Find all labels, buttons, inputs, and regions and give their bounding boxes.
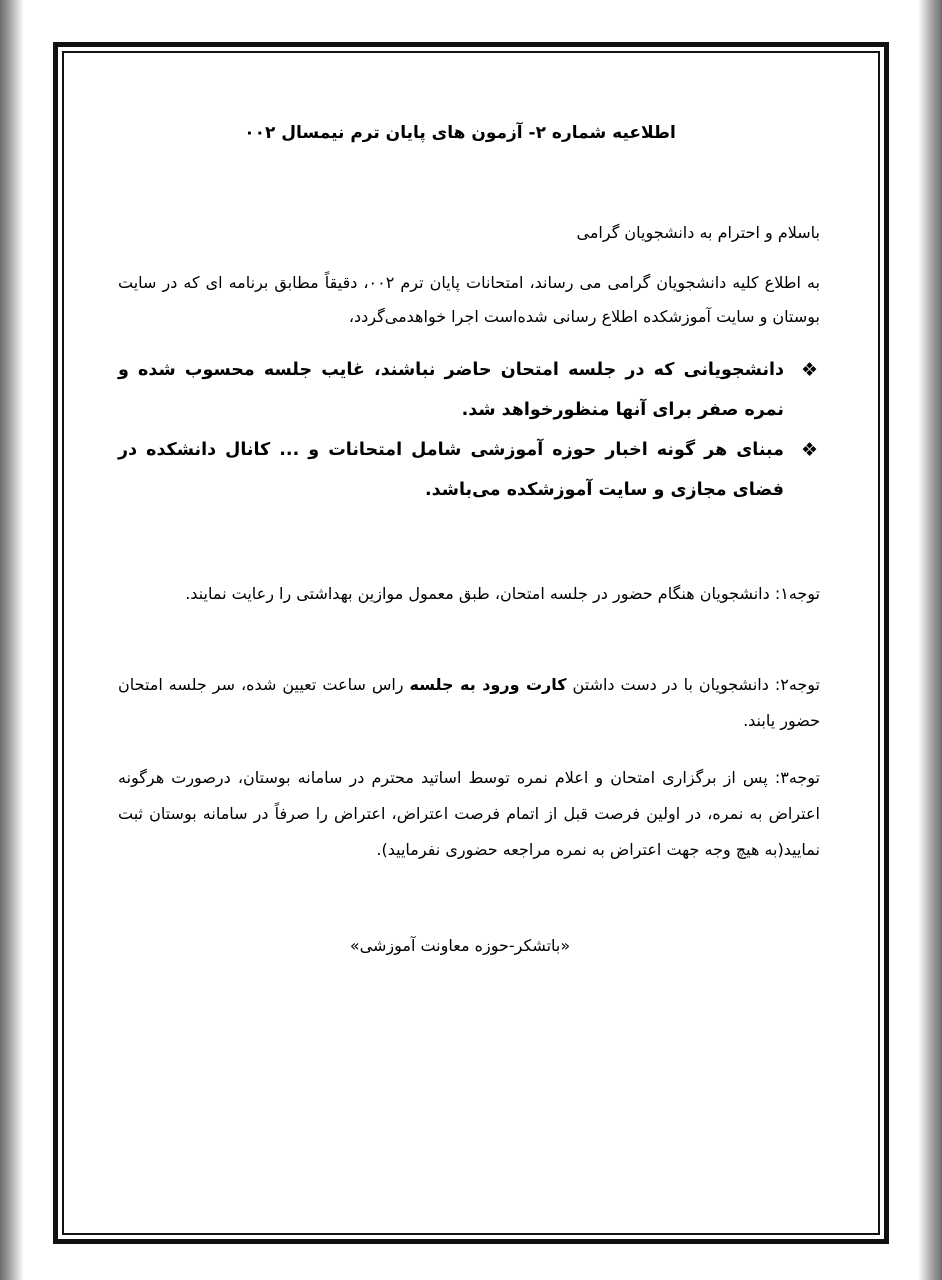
bullet-text: مبنای هر گونه اخبار حوزه آموزشی شامل امتحانات و ... کانال دانشکده در فضای مجازی و سایت آموزشکده می‌باشد. [118, 440, 784, 500]
list-item [118, 350, 820, 430]
note-1: توجه۱: دانشجویان هنگام حضور در جلسه امتحان، طبق معمول موازین بهداشتی را رعایت نمایند. [185, 584, 820, 603]
greeting-line: باسلام و احترام به دانشجویان گرامی [576, 223, 820, 242]
bullet-text: دانشجویانی که در جلسه امتحان حاضر نباشند، غایب جلسه محسوب شده و نمره صفر برای آنها منظورخواهد شد. [118, 360, 784, 420]
signature-footer: «باتشکر-حوزه معاونت آموزشی» [349, 936, 571, 955]
note-2 [118, 667, 820, 739]
diamond-bullet-icon: ❖ [800, 439, 818, 461]
announcement-document [100, 0, 820, 1280]
list-item [118, 430, 820, 510]
announcement-title: اطلاعیه شماره ۲- آزمون های پایان ترم نیمسال ۰۰۲ [244, 123, 676, 143]
page-edge-shadow-right [918, 0, 942, 1280]
intro-paragraph: به اطلاع کلیه دانشجویان گرامی می رساند، امتحانات پایان ترم ۰۰۲، دقیقاً مطابق برنامه ای که در سایت بوستان و سایت آموزشکده اطلاع رسانی شده‌است اجرا خواهدمی‌گردد، [118, 273, 820, 326]
note-2-text-start: توجه۲: دانشجویان با در دست داشتن [566, 675, 820, 694]
important-points-list [118, 350, 820, 510]
page-edge-shadow-left [0, 0, 24, 1280]
note-2-entry-card-emphasis: کارت ورود به جلسه [409, 675, 567, 694]
diamond-bullet-icon: ❖ [800, 359, 818, 381]
note-3: توجه۳: پس از برگزاری امتحان و اعلام نمره توسط اساتید محترم در سامانه بوستان، درصورت هرگونه اعتراض به نمره، در اولین فرصت قبل از اتمام فرصت اعتراض، اعتراض را صرفاً در سامانه بوستان ثبت نمایید(به هیچ وجه جهت اعتراض به نمره مراجعه حضوری نفرمایید). [118, 768, 820, 859]
note-2-text-end: راس ساعت تعیین شده، سر جلسه امتحان حضور یابند. [118, 675, 820, 730]
